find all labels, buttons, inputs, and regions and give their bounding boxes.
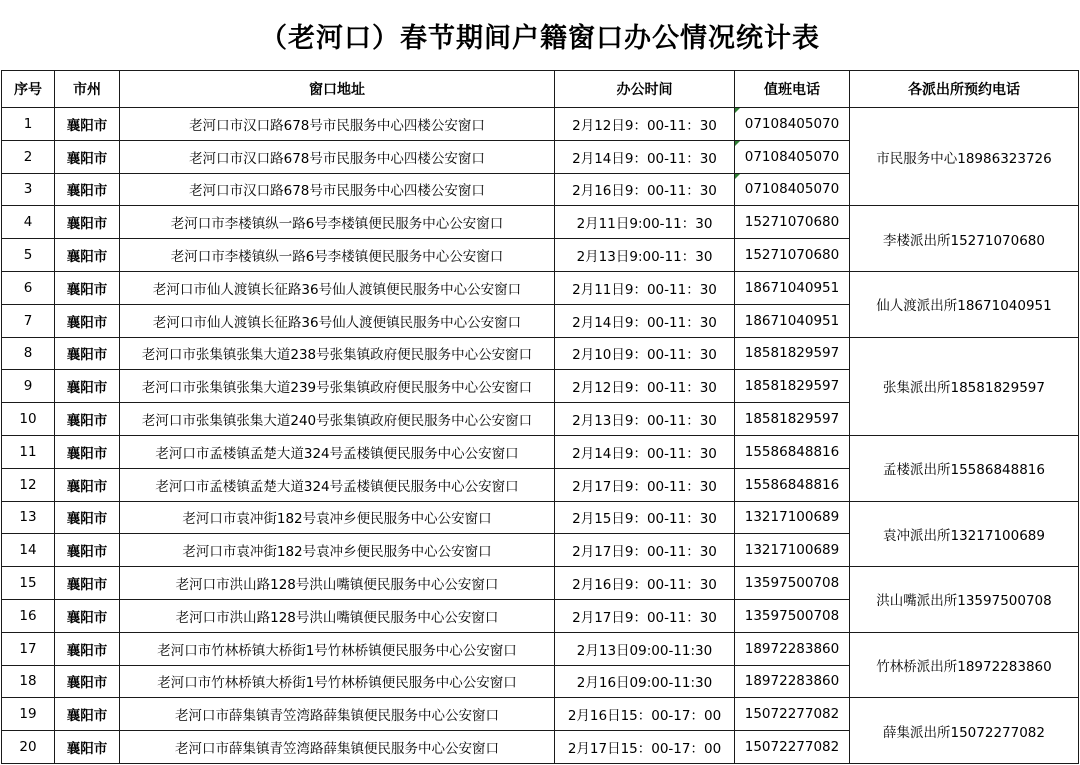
address-cell: 老河口市薛集镇青笠湾路薛集镇便民服务中心公安窗口 <box>120 698 555 731</box>
serial-no-cell: 16 <box>2 599 55 632</box>
station-phone-cell: 张集派出所18581829597 <box>850 337 1079 435</box>
address-cell: 老河口市张集镇张集大道239号张集镇政府便民服务中心公安窗口 <box>120 370 555 403</box>
serial-no-cell: 4 <box>2 206 55 239</box>
header-row <box>2 71 1079 108</box>
header-station-phone: 各派出所预约电话 <box>850 71 1079 108</box>
office-hours-cell: 2月10日9：00-11：30 <box>555 337 735 370</box>
office-hours-cell: 2月14日9：00-11：30 <box>555 304 735 337</box>
serial-no-cell: 20 <box>2 731 55 764</box>
table-row <box>2 108 1079 141</box>
station-phone-cell: 孟楼派出所15586848816 <box>850 435 1079 501</box>
serial-no-cell: 1 <box>2 108 55 141</box>
duty-phone-cell: 07108405070 <box>735 140 850 173</box>
city-cell: 襄阳市 <box>55 173 120 206</box>
serial-no-cell: 14 <box>2 534 55 567</box>
office-hours-cell: 2月13日9:00-11：30 <box>555 239 735 272</box>
city-cell: 襄阳市 <box>55 206 120 239</box>
serial-no-cell: 6 <box>2 271 55 304</box>
station-phone-cell: 袁冲派出所13217100689 <box>850 501 1079 567</box>
city-cell: 襄阳市 <box>55 665 120 698</box>
address-cell: 老河口市汉口路678号市民服务中心四楼公安窗口 <box>120 173 555 206</box>
serial-no-cell: 3 <box>2 173 55 206</box>
table-row <box>2 435 1079 468</box>
serial-no-cell: 17 <box>2 632 55 665</box>
office-hours-cell: 2月14日9：00-11：30 <box>555 140 735 173</box>
address-cell: 老河口市孟楼镇孟楚大道324号孟楼镇便民服务中心公安窗口 <box>120 468 555 501</box>
station-phone-cell: 竹林桥派出所18972283860 <box>850 632 1079 698</box>
serial-no-cell: 8 <box>2 337 55 370</box>
header-duty-phone: 值班电话 <box>735 71 850 108</box>
office-hours-cell: 2月11日9：00-11：30 <box>555 271 735 304</box>
city-cell: 襄阳市 <box>55 108 120 141</box>
duty-phone-cell: 18581829597 <box>735 337 850 370</box>
station-phone-cell: 仙人渡派出所18671040951 <box>850 271 1079 337</box>
address-cell: 老河口市竹林桥镇大桥街1号竹林桥镇便民服务中心公安窗口 <box>120 665 555 698</box>
duty-phone-cell: 13597500708 <box>735 567 850 600</box>
city-cell: 襄阳市 <box>55 501 120 534</box>
city-cell: 襄阳市 <box>55 534 120 567</box>
address-cell: 老河口市汉口路678号市民服务中心四楼公安窗口 <box>120 140 555 173</box>
office-hours-cell: 2月14日9：00-11：30 <box>555 435 735 468</box>
duty-phone-cell: 15072277082 <box>735 698 850 731</box>
address-cell: 老河口市张集镇张集大道240号张集镇政府便民服务中心公安窗口 <box>120 403 555 436</box>
address-cell: 老河口市袁冲街182号袁冲乡便民服务中心公安窗口 <box>120 534 555 567</box>
table-title: （老河口）春节期间户籍窗口办公情况统计表 <box>260 22 820 54</box>
serial-no-cell: 9 <box>2 370 55 403</box>
office-hours-cell: 2月12日9：00-11：30 <box>555 108 735 141</box>
station-phone-cell: 李楼派出所15271070680 <box>850 206 1079 272</box>
address-cell: 老河口市薛集镇青笠湾路薛集镇便民服务中心公安窗口 <box>120 731 555 764</box>
duty-phone-cell: 18581829597 <box>735 403 850 436</box>
address-cell: 老河口市袁冲街182号袁冲乡便民服务中心公安窗口 <box>120 501 555 534</box>
office-hours-cell: 2月13日09:00-11:30 <box>555 632 735 665</box>
city-cell: 襄阳市 <box>55 599 120 632</box>
address-cell: 老河口市洪山路128号洪山嘴镇便民服务中心公安窗口 <box>120 567 555 600</box>
duty-phone-cell: 15271070680 <box>735 239 850 272</box>
duty-phone-cell: 15586848816 <box>735 468 850 501</box>
station-phone-cell: 洪山嘴派出所13597500708 <box>850 567 1079 633</box>
header-office-hours: 办公时间 <box>555 71 735 108</box>
office-hours-cell: 2月17日9：00-11：30 <box>555 599 735 632</box>
office-hours-cell: 2月16日15：00-17：00 <box>555 698 735 731</box>
address-cell: 老河口市洪山路128号洪山嘴镇便民服务中心公安窗口 <box>120 599 555 632</box>
address-cell: 老河口市仙人渡镇长征路36号仙人渡镇便民服务中心公安窗口 <box>120 271 555 304</box>
address-cell: 老河口市李楼镇纵一路6号李楼镇便民服务中心公安窗口 <box>120 206 555 239</box>
city-cell: 襄阳市 <box>55 731 120 764</box>
serial-no-cell: 10 <box>2 403 55 436</box>
table-row <box>2 567 1079 600</box>
address-cell: 老河口市竹林桥镇大桥街1号竹林桥镇便民服务中心公安窗口 <box>120 632 555 665</box>
table-row <box>2 271 1079 304</box>
duty-phone-cell: 15586848816 <box>735 435 850 468</box>
address-cell: 老河口市张集镇张集大道238号张集镇政府便民服务中心公安窗口 <box>120 337 555 370</box>
office-hours-cell: 2月16日9：00-11：30 <box>555 173 735 206</box>
registry-office-table <box>1 70 1079 764</box>
serial-no-cell: 7 <box>2 304 55 337</box>
office-hours-cell: 2月16日09:00-11:30 <box>555 665 735 698</box>
serial-no-cell: 18 <box>2 665 55 698</box>
duty-phone-cell: 18671040951 <box>735 304 850 337</box>
city-cell: 襄阳市 <box>55 370 120 403</box>
address-cell: 老河口市仙人渡镇长征路36号仙人渡便镇民服务中心公安窗口 <box>120 304 555 337</box>
office-hours-cell: 2月16日9：00-11：30 <box>555 567 735 600</box>
table-row <box>2 501 1079 534</box>
duty-phone-cell: 18972283860 <box>735 665 850 698</box>
header-city: 市州 <box>55 71 120 108</box>
city-cell: 襄阳市 <box>55 239 120 272</box>
duty-phone-cell: 15271070680 <box>735 206 850 239</box>
office-hours-cell: 2月17日9：00-11：30 <box>555 468 735 501</box>
city-cell: 襄阳市 <box>55 632 120 665</box>
office-hours-cell: 2月12日9：00-11：30 <box>555 370 735 403</box>
serial-no-cell: 11 <box>2 435 55 468</box>
serial-no-cell: 15 <box>2 567 55 600</box>
office-hours-cell: 2月11日9:00-11：30 <box>555 206 735 239</box>
city-cell: 襄阳市 <box>55 271 120 304</box>
city-cell: 襄阳市 <box>55 304 120 337</box>
duty-phone-cell: 13217100689 <box>735 534 850 567</box>
duty-phone-cell: 13597500708 <box>735 599 850 632</box>
duty-phone-cell: 18972283860 <box>735 632 850 665</box>
table-row <box>2 698 1079 731</box>
duty-phone-cell: 07108405070 <box>735 173 850 206</box>
office-hours-cell: 2月17日15：00-17：00 <box>555 731 735 764</box>
office-hours-cell: 2月13日9：00-11：30 <box>555 403 735 436</box>
address-cell: 老河口市汉口路678号市民服务中心四楼公安窗口 <box>120 108 555 141</box>
station-phone-cell: 薛集派出所15072277082 <box>850 698 1079 764</box>
city-cell: 襄阳市 <box>55 337 120 370</box>
serial-no-cell: 2 <box>2 140 55 173</box>
header-window-address: 窗口地址 <box>120 71 555 108</box>
office-hours-cell: 2月15日9：00-11：30 <box>555 501 735 534</box>
serial-no-cell: 19 <box>2 698 55 731</box>
duty-phone-cell: 18581829597 <box>735 370 850 403</box>
address-cell: 老河口市李楼镇纵一路6号李楼镇便民服务中心公安窗口 <box>120 239 555 272</box>
office-hours-cell: 2月17日9：00-11：30 <box>555 534 735 567</box>
table-row <box>2 632 1079 665</box>
serial-no-cell: 12 <box>2 468 55 501</box>
serial-no-cell: 13 <box>2 501 55 534</box>
city-cell: 襄阳市 <box>55 567 120 600</box>
table-row <box>2 337 1079 370</box>
serial-no-cell: 5 <box>2 239 55 272</box>
duty-phone-cell: 15072277082 <box>735 731 850 764</box>
address-cell: 老河口市孟楼镇孟楚大道324号孟楼镇便民服务中心公安窗口 <box>120 435 555 468</box>
city-cell: 襄阳市 <box>55 698 120 731</box>
duty-phone-cell: 13217100689 <box>735 501 850 534</box>
city-cell: 襄阳市 <box>55 435 120 468</box>
station-phone-cell: 市民服务中心18986323726 <box>850 108 1079 206</box>
duty-phone-cell: 18671040951 <box>735 271 850 304</box>
city-cell: 襄阳市 <box>55 140 120 173</box>
city-cell: 襄阳市 <box>55 468 120 501</box>
duty-phone-cell: 07108405070 <box>735 108 850 141</box>
table-row <box>2 206 1079 239</box>
city-cell: 襄阳市 <box>55 403 120 436</box>
header-serial-no: 序号 <box>2 71 55 108</box>
